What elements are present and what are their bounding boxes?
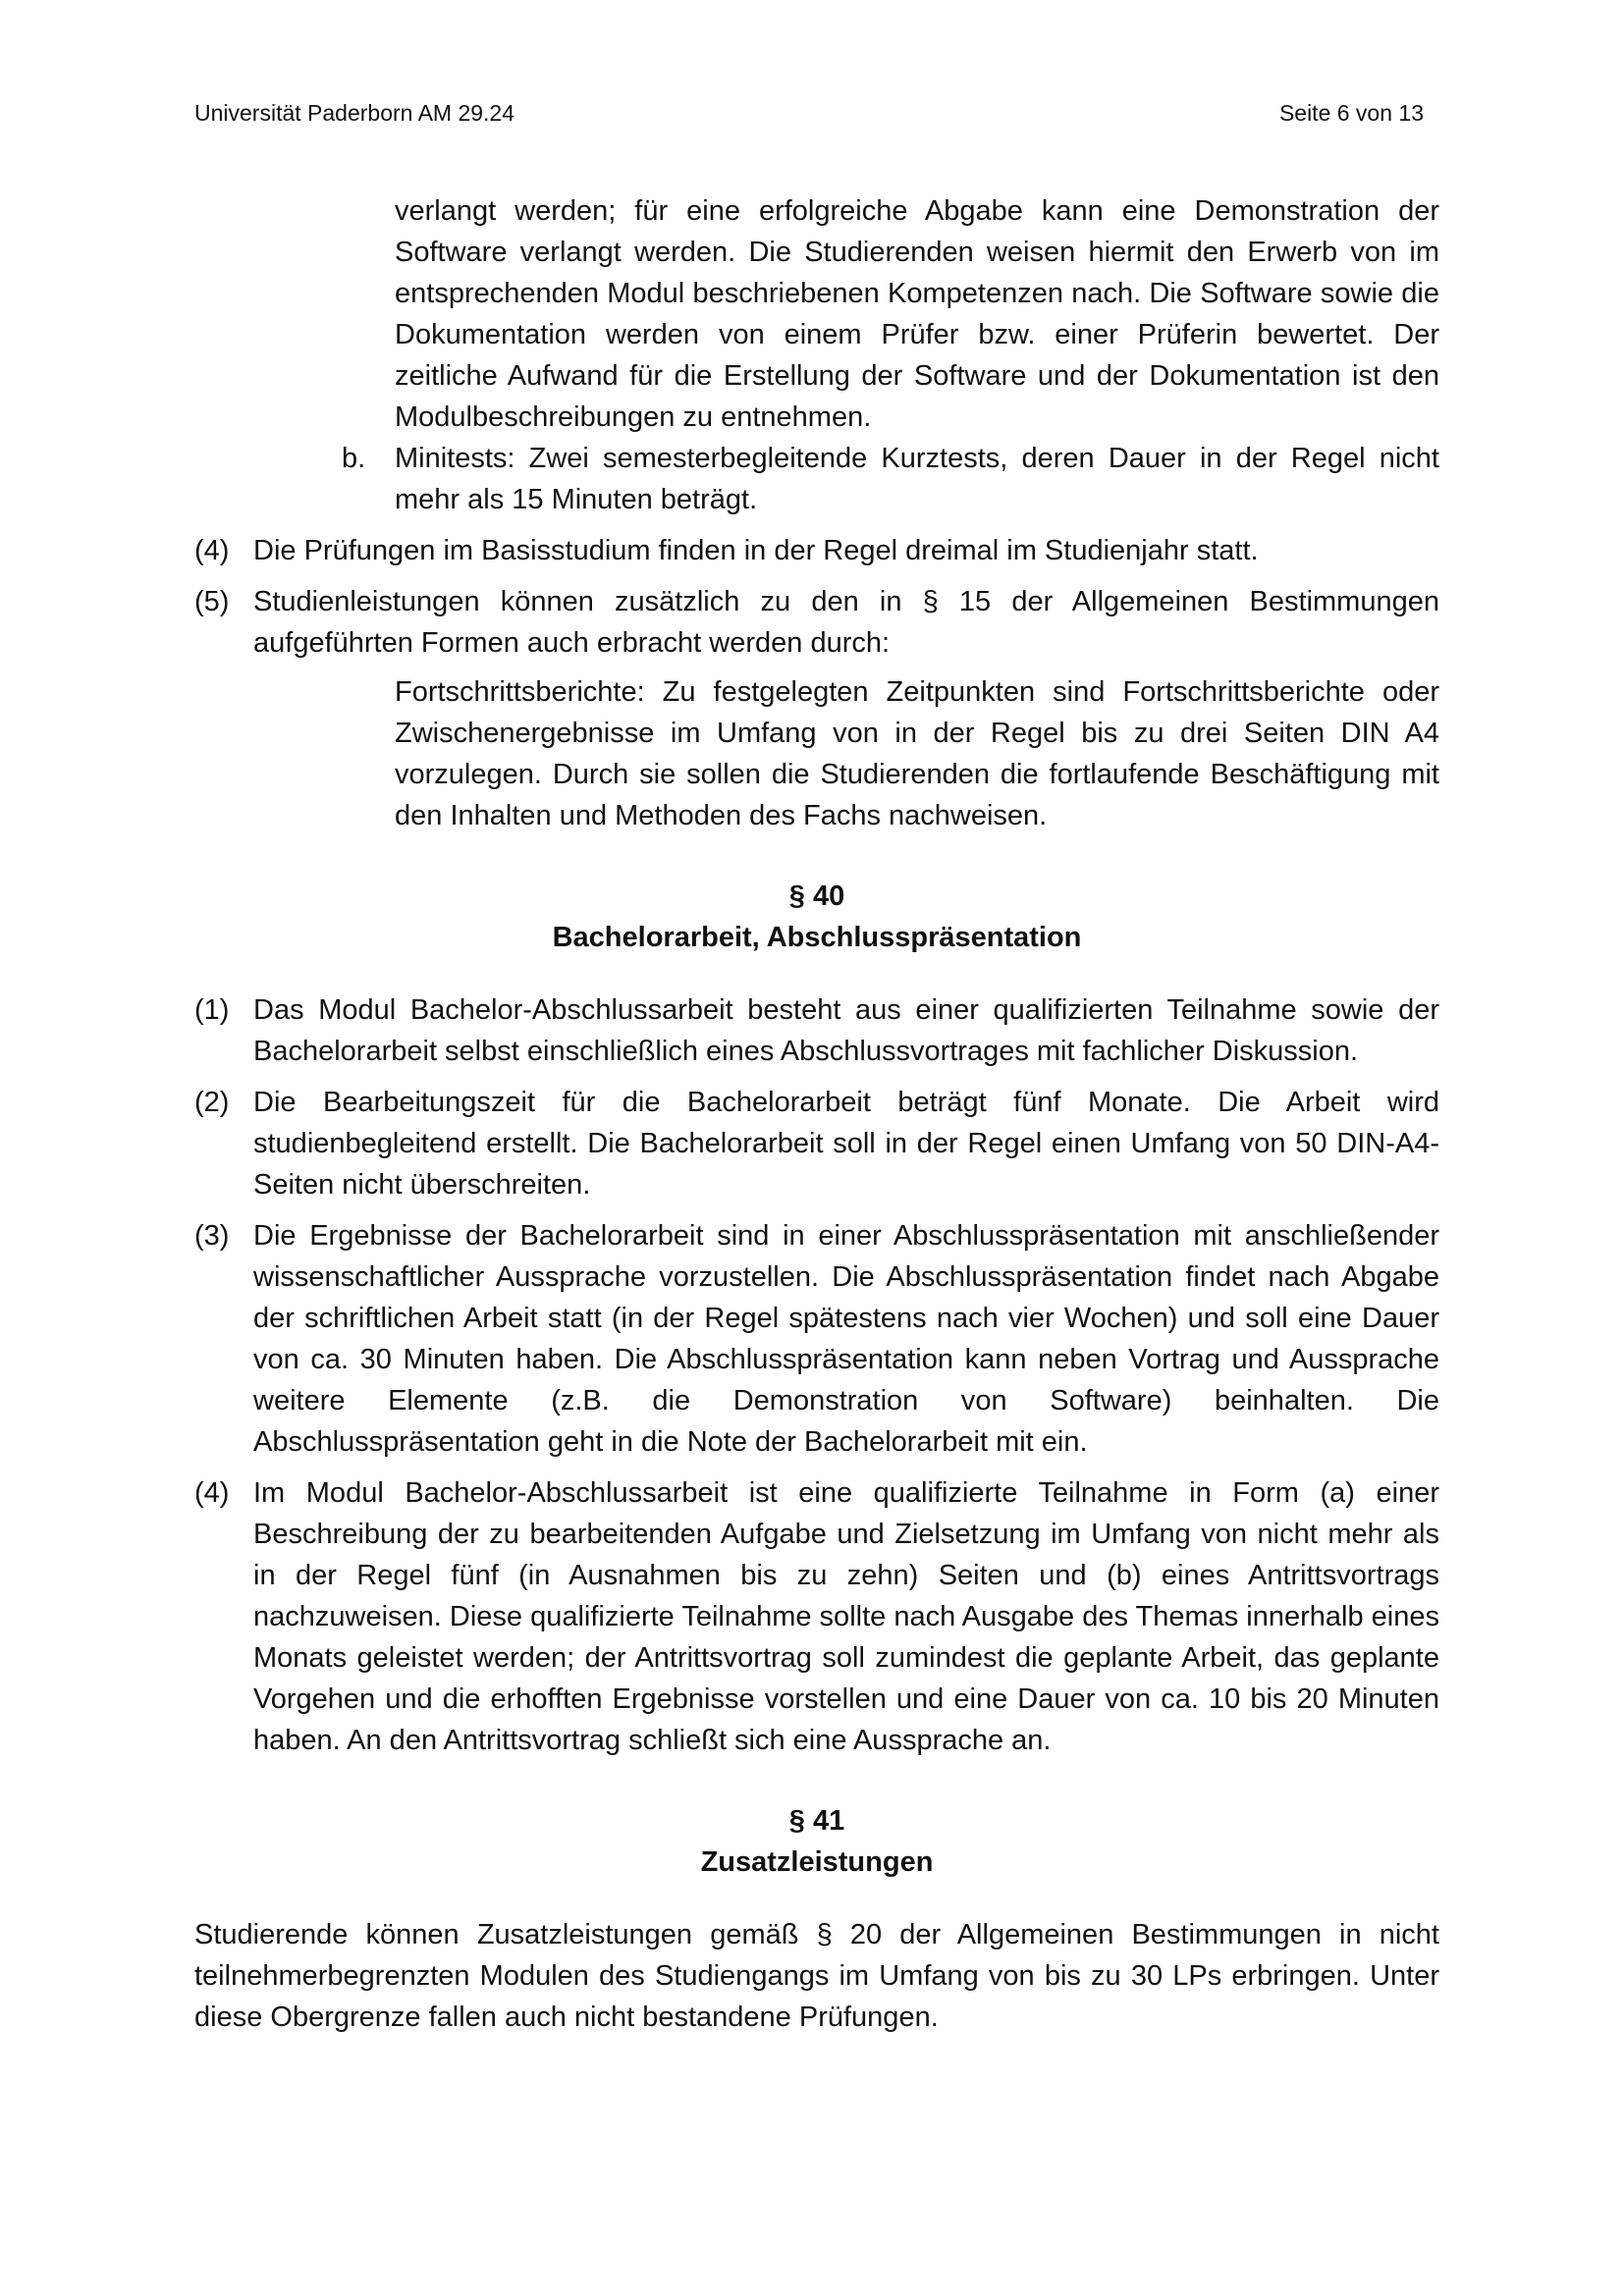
sublist-marker: b. <box>342 443 366 474</box>
section-title: Zusatzleistungen <box>700 1846 934 1878</box>
section-41-paragraph: Studierende können Zusatzleistungen gemäß § 20 der Allgemeinen Bestimmungen in nicht teilnehmerbegrenzten Modulen des Studiengangs im Umfang von bis zu 30 LPs erbringen. Unter diese Obergrenze fallen auch nicht bestandene Prüfungen. <box>194 1919 1439 2033</box>
section-40-item-3 <box>194 1215 1439 1463</box>
list-marker: (4) <box>194 535 230 566</box>
page-content <box>194 190 1439 2038</box>
list-text: Das Modul Bachelor-Abschlussarbeit besteht aus einer qualifizierten Teilnahme sowie der Bachelorarbeit selbst einschließlich eines Abschlussvortrages mit fachlicher Diskussion. <box>253 994 1439 1067</box>
section-41-heading <box>194 1800 1439 1883</box>
list-marker: (4) <box>194 1477 230 1509</box>
list-text: Im Modul Bachelor-Abschlussarbeit ist eine qualifizierte Teilnahme in Form (a) einer Beschreibung der zu bearbeitenden Aufgabe und Zielsetzung im Umfang von nicht mehr als in der Regel fünf (in Ausnahmen bis zu zehn) Seiten und (b) eines Antrittsvortrags nachzuweisen. Diese qualifizierte Teilnahme sollte nach Ausgabe des Themas innerhalb eines Monats geleistet werden; der Antrittsvortrag soll zumindest die geplante Arbeit, das geplante Vorgehen und die erhofften Ergebnisse vorstellen und eine Dauer von ca. 10 bis 20 Minuten haben. An den Antrittsvortrag schließt sich eine Aussprache an. <box>253 1477 1440 1756</box>
list-text: Die Bearbeitungszeit für die Bachelorarbeit beträgt fünf Monate. Die Arbeit wird studienbegleitend erstellt. Die Bachelorarbeit soll in der Regel einen Umfang von 50 DIN-A4-Seiten nicht überschreiten. <box>253 1087 1439 1201</box>
continuation-paragraph: verlangt werden; für eine erfolgreiche Abgabe kann eine Demonstration der Software verlangt werden. Die Studierenden weisen hiermit den Erwerb von im entsprechenden Modul beschriebenen Kompetenzen nach. Die Software sowie die Dokumentation werden von einem Prüfer bzw. einer Prüferin bewertet. Der zeitliche Aufwand für die Erstellung der Software und der Dokumentation ist den Modulbeschreibungen zu entnehmen. <box>395 195 1439 433</box>
list-marker: (1) <box>194 994 230 1026</box>
list-marker: (5) <box>194 586 230 617</box>
header-institution: Universität Paderborn AM 29.24 <box>194 100 515 126</box>
fortschrittsberichte-paragraph: Fortschrittsberichte: Zu festgelegten Zeitpunkten sind Fortschrittsberichte oder Zwischenergebnisse im Umfang von in der Regel bis zu drei Seiten DIN A4 vorzulegen. Durch sie sollen die Studierenden die fortlaufende Beschäftigung mit den Inhalten und Methoden des Fachs nachweisen. <box>395 676 1439 831</box>
sublist-item-b <box>194 438 1439 520</box>
header-page-number: Seite 6 von 13 <box>1278 100 1424 126</box>
page-header <box>194 96 1424 130</box>
section-40-item-2 <box>194 1082 1439 1205</box>
section-number: § 40 <box>788 881 845 912</box>
section-title: Bachelorarbeit, Abschlusspräsentation <box>552 922 1082 953</box>
list-text: Die Prüfungen im Basisstudium finden in der Regel dreimal im Studienjahr statt. <box>253 535 1259 566</box>
section-40-item-4 <box>194 1472 1439 1761</box>
section-40-heading <box>194 876 1439 958</box>
sublist-text: Minitests: Zwei semesterbegleitende Kurztests, deren Dauer in der Regel nicht mehr als 15 Minuten beträgt. <box>395 443 1439 515</box>
list-item-5 <box>194 581 1439 664</box>
section-number: § 41 <box>788 1805 845 1837</box>
list-text: Studienleistungen können zusätzlich zu den in § 15 der Allgemeinen Bestimmungen aufgeführten Formen auch erbracht werden durch: <box>253 586 1439 659</box>
list-marker: (3) <box>194 1220 230 1252</box>
list-marker: (2) <box>194 1087 230 1118</box>
list-text: Die Ergebnisse der Bachelorarbeit sind in einer Abschlusspräsentation mit anschließender wissenschaftlicher Aussprache vorzustellen. Die Abschlusspräsentation findet nach Abgabe der schriftlichen Arbeit statt (in der Regel spätestens nach vier Wochen) und soll eine Dauer von ca. 30 Minuten haben. Die Abschlusspräsentation kann neben Vortrag und Aussprache weitere Elemente (z.B. die Demonstration von Software) beinhalten. Die Abschlusspräsentation geht in die Note der Bachelorarbeit mit ein. <box>253 1220 1439 1458</box>
list-item-4 <box>194 530 1439 571</box>
section-40-item-1 <box>194 989 1439 1072</box>
